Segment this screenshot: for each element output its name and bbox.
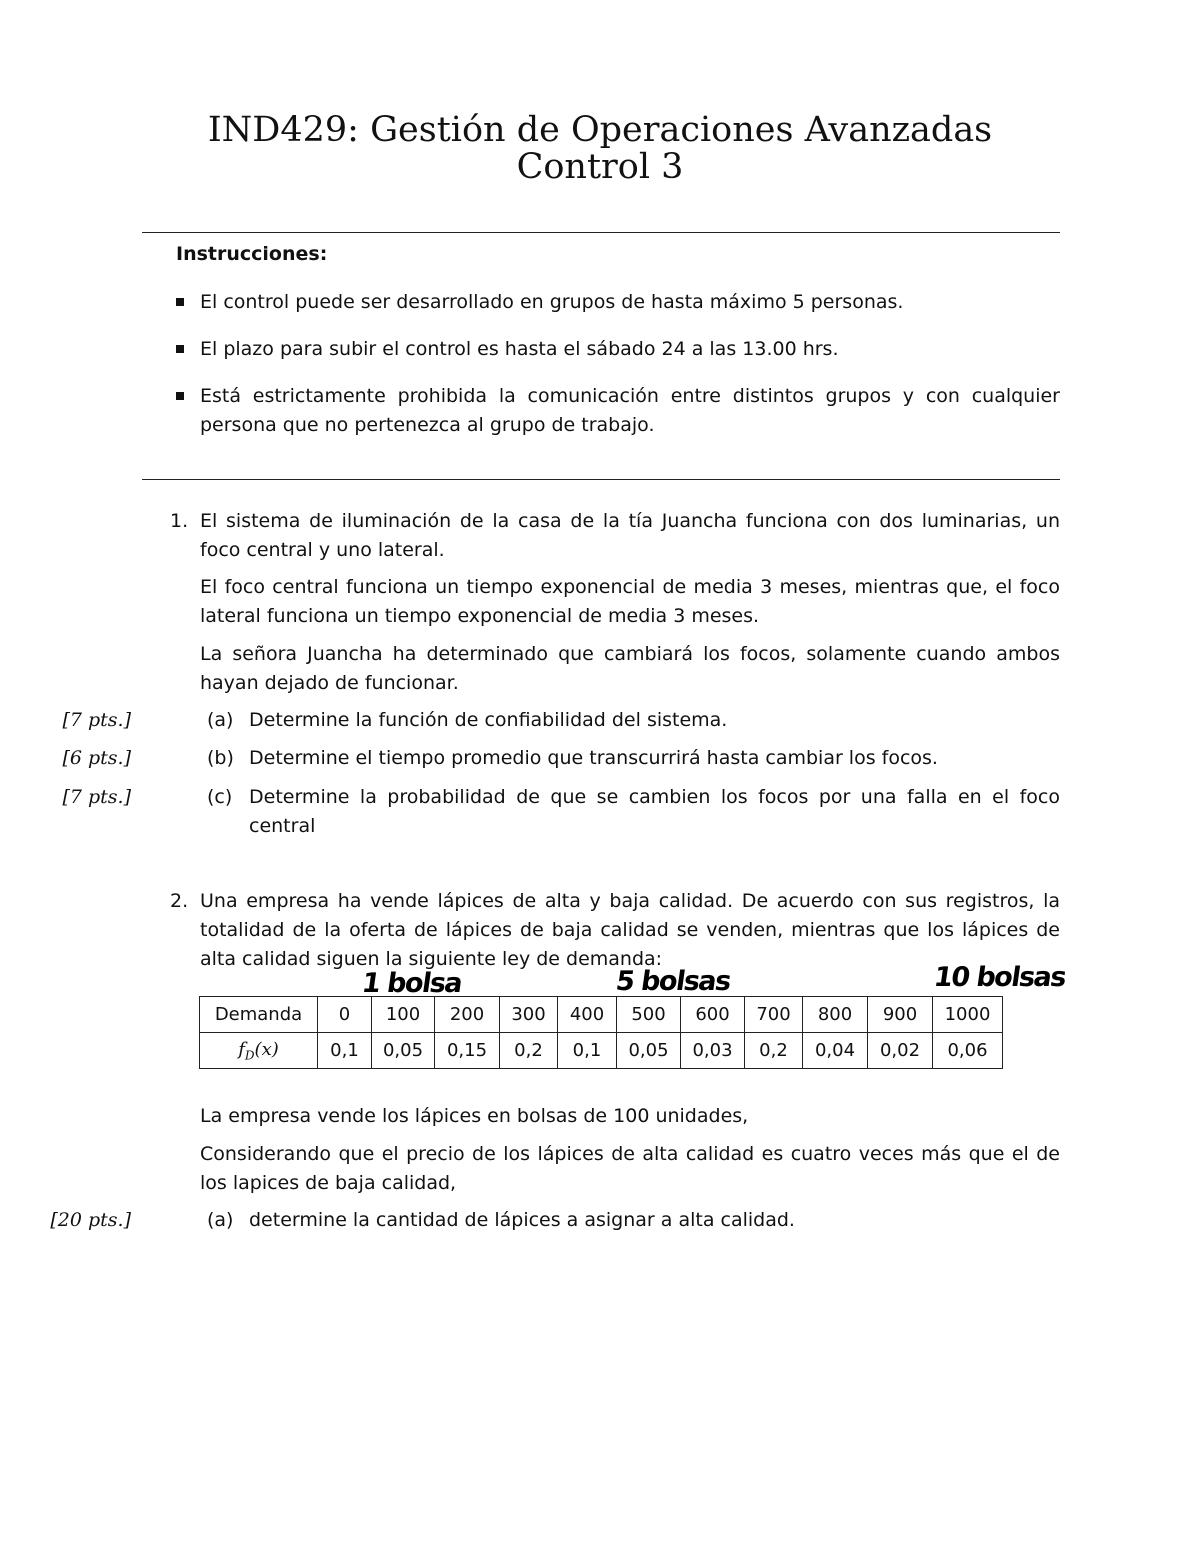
table-cell: 0,05 bbox=[372, 1033, 435, 1069]
instruction-item: El plazo para subir el control es hasta el sábado 24 a las 13.00 hrs. bbox=[200, 338, 839, 360]
table-cell: 1000 bbox=[933, 997, 1003, 1033]
table-row bbox=[200, 997, 1003, 1033]
table-cell: 200 bbox=[435, 997, 500, 1033]
bullet-icon bbox=[176, 392, 184, 400]
part-label: (b) bbox=[207, 747, 234, 769]
part-label: (a) bbox=[207, 1209, 234, 1231]
table-header-cell: Demanda bbox=[200, 997, 318, 1033]
document-subtitle: Control 3 bbox=[516, 147, 684, 187]
fd-argument: (x) bbox=[254, 1038, 279, 1060]
instruction-item: El control puede ser desarrollado en grupos de hasta máximo 5 personas. bbox=[200, 291, 904, 313]
table-cell: 0,2 bbox=[745, 1033, 803, 1069]
table-cell: 0 bbox=[318, 997, 372, 1033]
points-label: [20 pts.] bbox=[50, 1209, 131, 1231]
question-paragraph: La señora Juancha ha determinado que cambiará los focos, solamente cuando ambos hayan dejado de funcionar. bbox=[200, 643, 1060, 694]
table-cell: 0,04 bbox=[803, 1033, 868, 1069]
handwritten-note: 10 bolsas bbox=[931, 962, 1068, 993]
section-rule bbox=[142, 479, 1060, 480]
top-rule bbox=[142, 232, 1060, 233]
table-cell: 600 bbox=[681, 997, 745, 1033]
bullet-icon bbox=[176, 298, 184, 306]
table-cell: 400 bbox=[558, 997, 617, 1033]
question-number: 1. bbox=[170, 510, 189, 532]
part-text: Determine la función de confiabilidad del sistema. bbox=[249, 709, 728, 731]
question-paragraph: Una empresa ha vende lápices de alta y baja calidad. De acuerdo con sus registros, la totalidad de la oferta de lápices de baja calidad se venden, mientras que los lápices de alta calidad siguen la siguiente ley de demanda: bbox=[200, 890, 1060, 970]
points-label: [7 pts.] bbox=[62, 786, 131, 808]
handwritten-note: 5 bolsas bbox=[613, 966, 732, 997]
table-cell: 800 bbox=[803, 997, 868, 1033]
table-row bbox=[200, 1033, 1003, 1069]
fd-symbol: f bbox=[238, 1038, 245, 1060]
part-text: determine la cantidad de lápices a asignar a alta calidad. bbox=[249, 1209, 795, 1231]
part-label: (c) bbox=[207, 786, 233, 808]
question-paragraph: Considerando que el precio de los lápices de alta calidad es cuatro veces más que el de los lapices de baja calidad, bbox=[200, 1143, 1060, 1194]
points-label: [6 pts.] bbox=[62, 747, 131, 769]
instructions-heading: Instrucciones: bbox=[176, 243, 328, 265]
table-cell: 0,06 bbox=[933, 1033, 1003, 1069]
part-label: (a) bbox=[207, 709, 234, 731]
table-cell: 0,1 bbox=[318, 1033, 372, 1069]
points-label: [7 pts.] bbox=[62, 709, 131, 731]
part-text: Determine la probabilidad de que se cambien los focos por una falla en el foco central bbox=[249, 786, 1060, 837]
instruction-item: Está estrictamente prohibida la comunicación entre distintos grupos y con cualquier persona que no pertenezca al grupo de trabajo. bbox=[200, 385, 1060, 436]
table-header-cell bbox=[200, 1033, 318, 1069]
question-paragraph: El foco central funciona un tiempo exponencial de media 3 meses, mientras que, el foco lateral funciona un tiempo exponencial de media 3 meses. bbox=[200, 576, 1060, 627]
table-cell: 0,02 bbox=[868, 1033, 933, 1069]
part-text: Determine el tiempo promedio que transcurrirá hasta cambiar los focos. bbox=[249, 747, 938, 769]
bullet-icon bbox=[176, 345, 184, 353]
table-cell: 500 bbox=[617, 997, 681, 1033]
question-paragraph: El sistema de iluminación de la casa de la tía Juancha funciona con dos luminarias, un foco central y uno lateral. bbox=[200, 510, 1060, 561]
table-cell: 700 bbox=[745, 997, 803, 1033]
handwritten-note: 1 bolsa bbox=[359, 968, 464, 999]
table-cell: 300 bbox=[500, 997, 558, 1033]
table-cell: 0,03 bbox=[681, 1033, 745, 1069]
table-cell: 0,1 bbox=[558, 1033, 617, 1069]
table-cell: 900 bbox=[868, 997, 933, 1033]
document-title: IND429: Gestión de Operaciones Avanzadas bbox=[207, 110, 993, 150]
table-cell: 100 bbox=[372, 997, 435, 1033]
fd-subscript: D bbox=[244, 1048, 255, 1063]
table-cell: 0,2 bbox=[500, 1033, 558, 1069]
table-cell: 0,05 bbox=[617, 1033, 681, 1069]
demand-table bbox=[199, 996, 1003, 1069]
question-paragraph: La empresa vende los lápices en bolsas de 100 unidades, bbox=[200, 1105, 749, 1127]
table-cell: 0,15 bbox=[435, 1033, 500, 1069]
question-number: 2. bbox=[170, 890, 189, 912]
